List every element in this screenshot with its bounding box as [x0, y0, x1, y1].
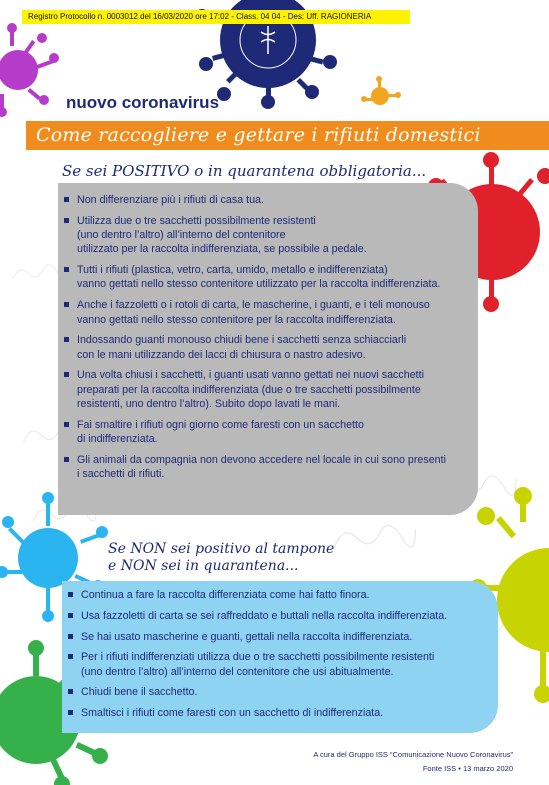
- list-item: Fai smaltire i rifiuti ogni giorno come faresti con un sacchetto di indifferenziata.: [62, 418, 472, 447]
- bullet-icon: [64, 302, 69, 307]
- list-item: Non differenziare più i rifiuti di casa tua.: [62, 193, 472, 207]
- bullet-icon: [68, 592, 73, 597]
- list-item: Una volta chiusi i sacchetti, i guanti usati vanno gettati nei nuovi sacchetti preparati per la raccolta indifferenziata (due o tre sacchetti possibilmente resistenti, uno dentro l’altro). Subito dopo lavati le mani.: [62, 368, 472, 411]
- bullet-icon: [64, 218, 69, 223]
- section-negative-list: [66, 588, 492, 727]
- list-item: Anche i fazzoletti o i rotoli di carta, le mascherine, i guanti, e i teli monouso vanno gettati nello stesso contenitore per la raccolta indifferenziata.: [62, 298, 472, 327]
- bullet-icon: [68, 613, 73, 618]
- bullet-icon: [64, 267, 69, 272]
- list-item: Chiudi bene il sacchetto.: [66, 685, 492, 699]
- bullet-icon: [64, 197, 69, 202]
- bullet-icon: [64, 457, 69, 462]
- bullet-icon: [64, 372, 69, 377]
- bullet-icon: [68, 654, 73, 659]
- bullet-icon: [64, 422, 69, 427]
- protocol-stamp: Registro Protocollo n. 0003012 del 16/03/2020 ore 17:02 - Class. 04 04 - Des: Uff. RAGIONERIA: [22, 10, 410, 24]
- virus-purple: [0, 23, 59, 117]
- list-item: Continua a fare la raccolta differenziata come hai fatto finora.: [66, 588, 492, 602]
- credit-footer: [313, 748, 513, 776]
- credit-text: A cura del Gruppo ISS “Comunicazione Nuovo Coronavirus”: [313, 750, 513, 759]
- list-item: Tutti i rifiuti (plastica, vetro, carta, umido, metallo e indifferenziata) vanno gettati nello stesso contenitore utilizzato per la raccolta indifferenziata.: [62, 263, 472, 292]
- page-title: Come raccogliere e gettare i rifiuti domestici: [36, 124, 481, 146]
- list-item: Indossando guanti monouso chiudi bene i sacchetti senza schiacciarli con le mani utilizzando dei lacci di chiusura o nastro adesivo.: [62, 333, 472, 362]
- list-item: Se hai usato mascherine e guanti, gettali nella raccolta indifferenziata.: [66, 630, 492, 644]
- bullet-icon: [64, 337, 69, 342]
- list-item: Smaltisci i rifiuti come faresti con un sacchetto di indifferenziata.: [66, 706, 492, 720]
- source-text: Fonte ISS • 13 marzo 2020: [422, 764, 513, 773]
- bullet-icon: [68, 634, 73, 639]
- topic-label: nuovo coronavirus: [66, 93, 220, 112]
- section-negative-title: Se NON sei positivo al tampone e NON sei in quarantena...: [108, 541, 335, 574]
- list-item: Usa fazzoletti di carta se sei raffreddato e buttali nella raccolta indifferenziata.: [66, 609, 492, 623]
- list-item: Per i rifiuti indifferenziati utilizza due o tre sacchetti possibilmente resistenti (uno dentro l’altro) all’interno del contenitore che usi abitualmente.: [66, 650, 492, 679]
- list-item: Utilizza due o tre sacchetti possibilmente resistenti (uno dentro l’altro) all’interno del contenitore utilizzato per la raccolta indifferenziata, se possibile a pedale.: [62, 214, 472, 257]
- section-positive-list: [62, 193, 472, 488]
- section-positive-title: Se sei POSITIVO o in quarantena obbligatoria...: [62, 162, 427, 180]
- bullet-icon: [68, 689, 73, 694]
- bullet-icon: [68, 710, 73, 715]
- list-item: Gli animali da compagnia non devono accedere nel locale in cui sono presenti i sacchetti di rifiuti.: [62, 453, 472, 482]
